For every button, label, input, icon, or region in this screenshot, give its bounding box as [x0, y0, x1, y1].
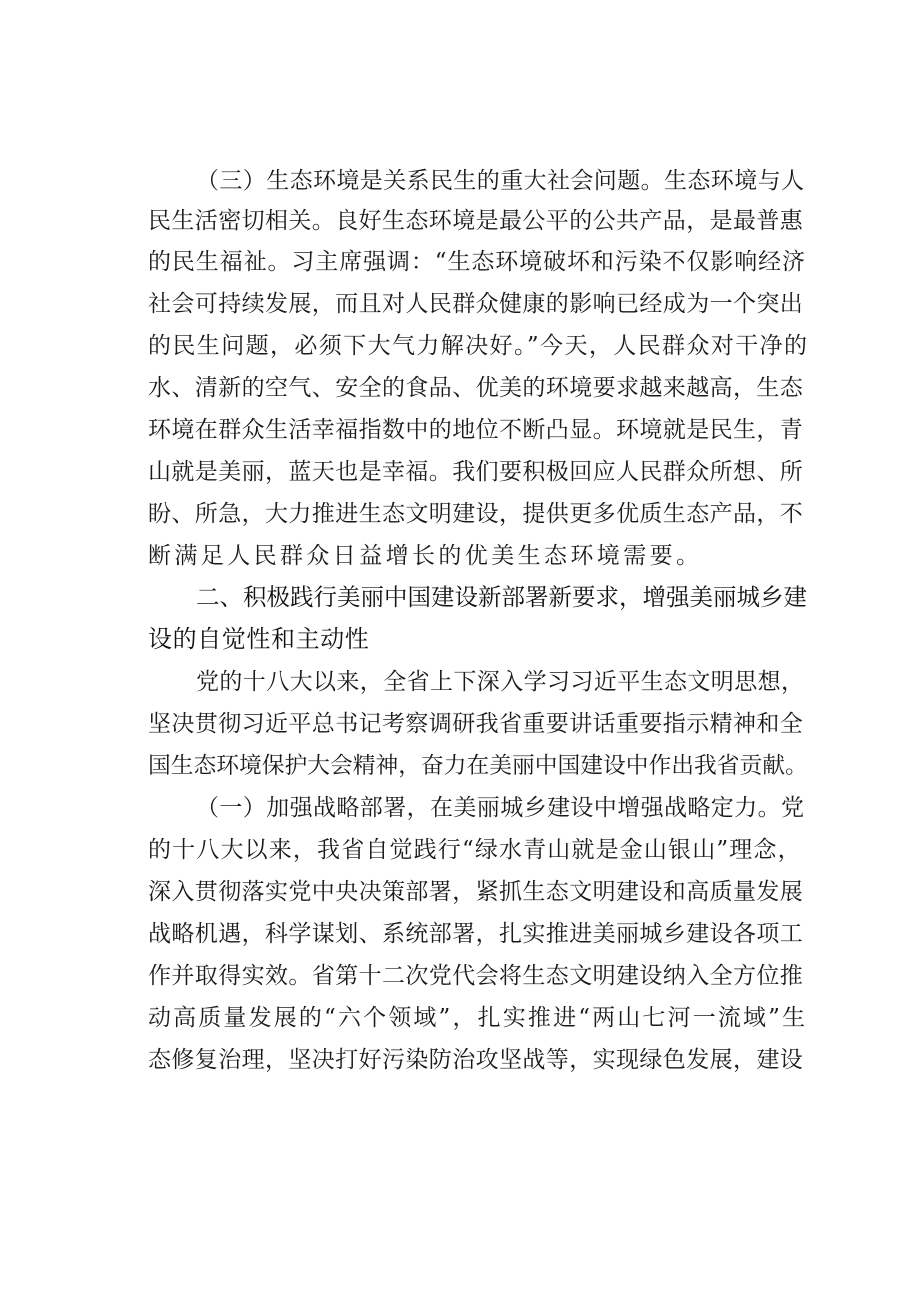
text-line: 党的十八大以来，全省上下深入学习习近平生态文明思想，: [196, 669, 805, 695]
text-line: 社会可持续发展，而且对人民群众健康的影响已经成为一个突出: [148, 291, 804, 317]
text-line: 坚决贯彻习近平总书记考察调研我省重要讲话重要指示精神和全: [148, 711, 804, 737]
text-line: 水、清新的空气、安全的食品、优美的环境要求越来越高，生态: [148, 375, 804, 401]
text-line: 态修复治理，坚决打好污染防治攻坚战等，实现绿色发展，建设: [148, 1047, 804, 1073]
text-line: 山就是美丽，蓝天也是幸福。我们要积极回应人民群众所想、所: [148, 459, 804, 485]
text-line: 国生态环境保护大会精神，奋力在美丽中国建设中作出我省贡献。: [148, 753, 808, 779]
text-line: 断满足人民群众日益增长的优美生态环境需要。: [148, 543, 703, 569]
text-line: （一）加强战略部署，在美丽城乡建设中增强战略定力。党: [196, 795, 805, 821]
text-line: 深入贯彻落实党中央决策部署，紧抓生态文明建设和高质量发展: [148, 879, 804, 905]
text-line: 环境在群众生活幸福指数中的地位不断凸显。环境就是民生，青: [148, 417, 804, 443]
text-line: 民生活密切相关。良好生态环境是最公平的公共产品，是最普惠: [148, 208, 804, 234]
section-heading-line: 二、积极践行美丽中国建设新部署新要求，增强美丽城乡建: [196, 583, 807, 611]
text-line: 作并取得实效。省第十二次党代会将生态文明建设纳入全方位推: [148, 963, 804, 989]
text-line: 战略机遇，科学谋划、系统部署，扎实推进美丽城乡建设各项工: [148, 921, 804, 947]
section-heading-line: 设的自觉性和主动性: [148, 625, 370, 653]
text-line: 的民生问题，必须下大气力解决好。”今天，人民群众对干净的: [148, 333, 809, 359]
text-line: 的民生福祉。习主席强调：“生态环境破坏和污染不仅影响经济: [148, 249, 806, 275]
text-line: 的十八大以来，我省自觉践行“绿水青山就是金山银山”理念，: [148, 837, 802, 863]
text-line: （三）生态环境是关系民生的重大社会问题。生态环境与人: [196, 168, 805, 194]
text-line: 盼、所急，大力推进生态文明建设，提供更多优质生态产品，不: [148, 501, 804, 527]
text-line: 动高质量发展的“六个领域”，扎实推进“两山七河一流域”生: [148, 1005, 808, 1031]
